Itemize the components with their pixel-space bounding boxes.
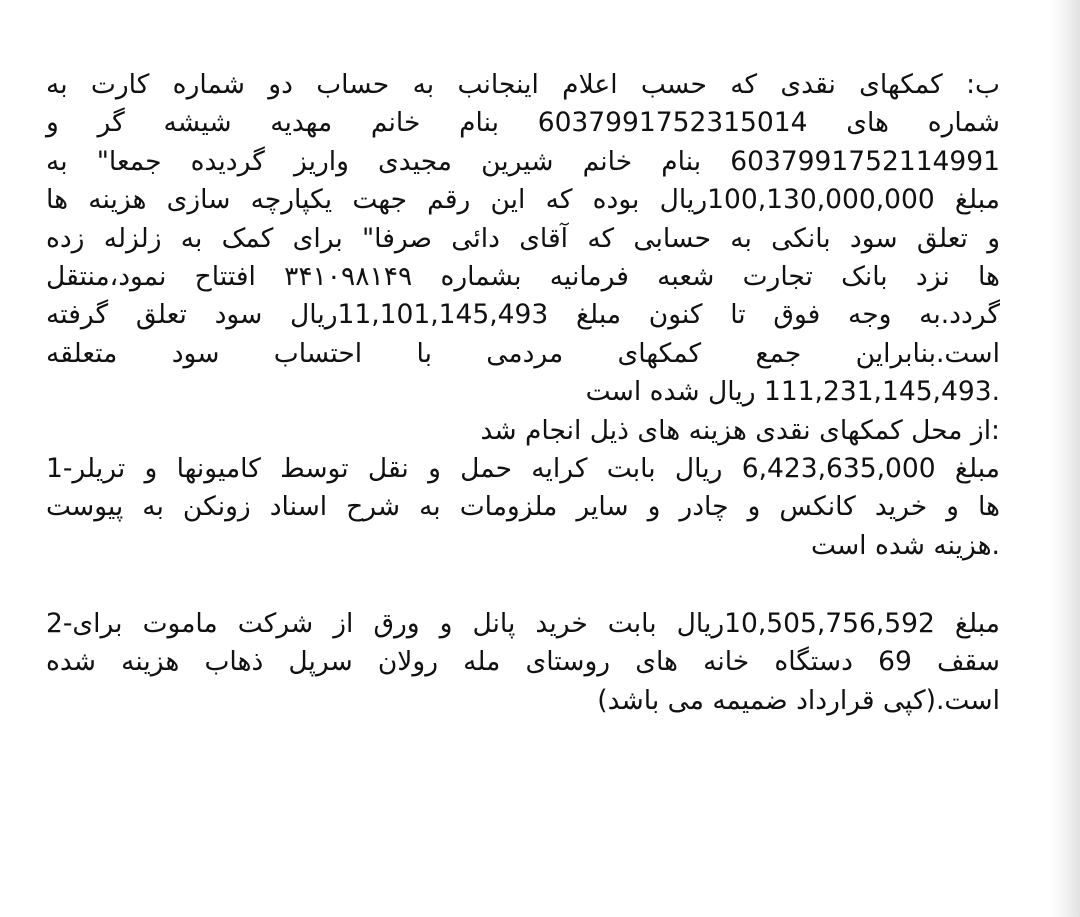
item-2-line-2: سقف 69 دستگاه خانه های روستای مله رولان سرپل ذهاب هزینه شده xyxy=(46,646,1000,678)
paragraph-b-line-9: .111,231,145,493 ریال شده است xyxy=(585,376,1000,408)
document-body xyxy=(46,66,1000,720)
item-2-line-1: مبلغ 10,505,756,592ریال بابت خرید پانل و ورق از شرکت ماموت برای-2 xyxy=(46,608,1000,640)
item-2-line-3: است.(کپی قرارداد ضمیمه می باشد) xyxy=(597,684,1000,716)
expenses-intro: :از محل کمکهای نقدی هزینه های ذیل انجام شد xyxy=(480,414,1000,446)
page-edge-shadow xyxy=(1050,0,1080,917)
paragraph-b-line-1: ب: کمکهای نقدی که حسب اعلام اینجانب به حساب دو شماره کارت به xyxy=(46,69,1000,100)
paragraph-b-line-8: است.بنابراین جمع کمکهای مردمی با احتساب سود متعلقه xyxy=(46,337,1000,369)
paragraph-b-line-4: مبلغ 100,130,000,000ریال بوده که این رقم جهت یکپارچه سازی هزینه ها xyxy=(46,184,1000,216)
paragraph-b-line-5: و تعلق سود بانکی به حسابی که آقای دائی صرفا" برای کمک به زلزله زده xyxy=(46,222,1000,254)
item-1-line-1: مبلغ 6,423,635,000 ریال بابت کرایه حمل و نقل توسط کامیونها و تریلر-1 xyxy=(46,452,1000,484)
paragraph-b-line-3: 6037991752114991 بنام خانم شیرین مجیدی واریز گردیده جمعا" به xyxy=(46,145,1000,177)
item-1-line-2: ها و خرید کانکس و چادر و سایر ملزومات به شرح اسناد زونکن به پیوست xyxy=(46,491,1000,523)
paragraph-b-line-6: ها نزد بانک تجارت شعبه فرمانیه بشماره ۳۴۱۰۹۸۱۴۹ افتتاح نمود،منتقل xyxy=(46,260,1001,292)
item-1-line-3: .هزینه شده است xyxy=(810,529,1000,561)
paragraph-b-line-7: گردد.به وجه فوق تا کنون مبلغ 11,101,145,493ریال سود تعلق گرفته xyxy=(46,299,1000,331)
paragraph-b-line-2: شماره های 6037991752315014 بنام خانم مهدیه شیشه گر و xyxy=(46,107,1000,139)
paragraph-gap xyxy=(46,565,1000,605)
